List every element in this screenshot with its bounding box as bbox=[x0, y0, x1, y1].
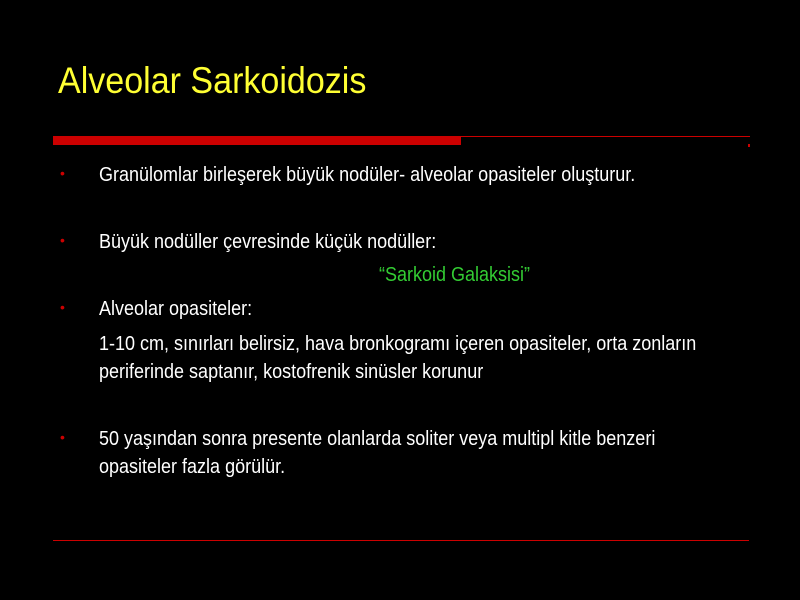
subtext-line: periferinde saptanır, kostofrenik sinüsler korunur bbox=[99, 361, 484, 383]
footer-rule bbox=[53, 540, 749, 541]
bullet-marker: • bbox=[60, 429, 65, 445]
sarkoid-galaksisi-highlight: “Sarkoid Galaksisi” bbox=[379, 264, 531, 286]
bullet-marker: • bbox=[60, 299, 65, 315]
subtext-line: 1-10 cm, sınırları belirsiz, hava bronkogramı içeren opasiteler, orta zonların bbox=[99, 333, 697, 355]
bullet-text: 50 yaşından sonra presente olanlarda soliter veya multipl kitle benzeri bbox=[99, 428, 656, 450]
bullet-text: Büyük nodüller çevresinde küçük nodüller: bbox=[99, 231, 437, 253]
bullet-marker: • bbox=[60, 232, 65, 248]
bullet-text: Granülomlar birleşerek büyük nodüler- alveolar opasiteler oluşturur. bbox=[99, 164, 636, 186]
slide-title: Alveolar Sarkoidozis bbox=[58, 60, 367, 101]
bullet-marker: • bbox=[60, 165, 65, 181]
bullet-text-continued: opasiteler fazla görülür. bbox=[99, 456, 286, 478]
bullet-text: Alveolar opasiteler: bbox=[99, 298, 253, 320]
